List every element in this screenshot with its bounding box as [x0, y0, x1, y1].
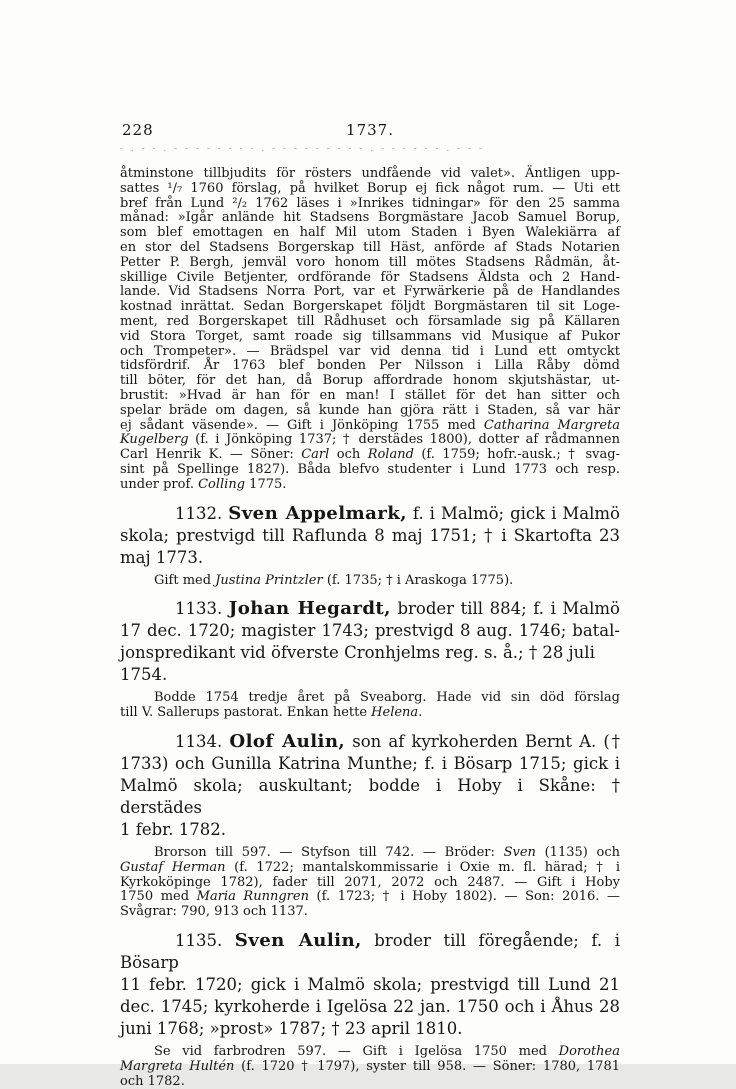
text-line: ej sådant väsende». — Gift i Jönköping 1755 med Catharina Margreta: [120, 419, 620, 434]
italic-name: Dorothea: [559, 1044, 620, 1059]
petit-paragraph-borup-continuation: [120, 167, 620, 493]
text-line: Petter P. Bergh, jemväl voro honom till mötes Stadsens Rådmän, åt-: [120, 256, 620, 271]
text-line: 11 febr. 1720; gick i Malmö skola; prestvigd till Lund 21: [120, 974, 620, 996]
italic-name: Carl: [301, 447, 329, 462]
text-line: skillige Civile Betjenter, ordförande för Stadsens Äldsta och 2 Hand-: [120, 271, 620, 286]
text-line: kostnad inrättat. Sedan Borgerskapet följdt Borgmästaren til sit Loge-: [120, 300, 620, 315]
text-line: Gustaf Herman (f. 1722; mantalskommissarie i Oxie m. fl. härad; † i: [120, 861, 620, 876]
text-line: 1135. Sven Aulin, broder till föregående; f. i Bösarp: [120, 930, 620, 974]
text-line: månad: »Igår anlände hit Stadsens Borgmästare Jacob Samuel Borup,: [120, 211, 620, 226]
italic-name: Justina Printzler: [215, 573, 323, 588]
text-line: sint på Spellinge 1827). Båda blefvo studenter i Lund 1773 och resp.: [120, 463, 620, 478]
entry-1132: [120, 503, 620, 569]
text-line: bref från Lund ²/₂ 1762 läses i »Inrikes tidningar» för den 25 samma: [120, 197, 620, 212]
text-line: 1 febr. 1782.: [120, 819, 620, 841]
text-line: åtminstone tillbjudits för rösters undfående vid valet». Äntligen upp-: [120, 167, 620, 182]
text-line: jonspredikant vid öfverste Cronhjelms reg. s. å.; † 28 juli 1754.: [120, 642, 620, 686]
text-line: 17 dec. 1720; magister 1743; prestvigd 8 aug. 1746; batal-: [120, 620, 620, 642]
page-text: [120, 167, 620, 1089]
entry-name: Sven Appelmark,: [228, 503, 407, 524]
text-line: och 1782.: [120, 1075, 620, 1089]
text-line: lande. Vid Stadsens Norra Port, var et Fyrwärkerie på de Handlandes: [120, 285, 620, 300]
text-line: vid Stora Torget, samt roade sig tillsammans vid Musique af Pukor: [120, 330, 620, 345]
ghost-bleedthrough-line: - . - - . - - - - - - - - . - - - - - - - - - . - - - - - - . - - -: [120, 144, 620, 154]
italic-name: Gustaf Herman: [120, 860, 226, 875]
page-number: 228: [122, 122, 154, 139]
text-line: Svågrar: 790, 913 och 1137.: [120, 905, 620, 920]
text-line: Malmö skola; auskultant; bodde i Hoby i Skåne: † derstädes: [120, 775, 620, 819]
text-line: till böter, för det han, då Borup affordrade honom skjutshästar, ut-: [120, 374, 620, 389]
text-line: Se vid farbrodren 597. — Gift i Igelösa 1750 med Dorothea: [120, 1045, 620, 1060]
text-line: 1132. Sven Appelmark, f. i Malmö; gick i Malmö: [120, 503, 620, 525]
year-header: 1737.: [346, 122, 394, 139]
entry-1134: [120, 731, 620, 841]
text-line: maj 1773.: [120, 547, 620, 569]
text-line: under prof. Colling 1775.: [120, 478, 620, 493]
text-line: ment, red Borgerskapet till Rådhuset och församlade sig på Källaren: [120, 315, 620, 330]
italic-name: Margreta Hultén: [120, 1059, 234, 1074]
italic-name: Kugelberg: [120, 432, 189, 447]
text-line: som blef emottagen en half Mil utom Staden i Byen Walekiärra af: [120, 226, 620, 241]
text-line: Carl Henrik K. — Söner: Carl och Roland (f. 1759; hofr.-ausk.; † svag-: [120, 448, 620, 463]
text-line: tidsfördrif. År 1763 blef bonden Per Nilsson i Lilla Råby dömd: [120, 359, 620, 374]
italic-name: Colling: [198, 477, 245, 492]
entry-name: Johan Hegardt,: [229, 598, 391, 619]
text-line: Kyrkoköpinge 1782), fader till 2071, 2072 och 2487. — Gift i Hoby: [120, 876, 620, 891]
note-1132: [120, 574, 620, 589]
page-header: [120, 122, 620, 139]
text-line: spelar bräde om dagen, så kunde han gjöra rätt i Staden, så var här: [120, 404, 620, 419]
text-line: och Trompeter». — Brädspel var vid denna tid i Lund ett omtyckt: [120, 345, 620, 360]
text-line: Kugelberg (f. i Jönköping 1737; † derstädes 1800), dotter af rådmannen: [120, 433, 620, 448]
text-line: Brorson till 597. — Styfson till 742. — Bröder: Sven (1135) och: [120, 846, 620, 861]
text-line: Gift med Justina Printzler (f. 1735; † i Araskoga 1775).: [120, 574, 620, 589]
text-line: juni 1768; »prost» 1787; † 23 april 1810.: [120, 1018, 620, 1040]
text-line: skola; prestvigd till Raflunda 8 maj 1751; † i Skartofta 23: [120, 525, 620, 547]
italic-name: Roland: [368, 447, 414, 462]
italic-name: Helena: [371, 705, 418, 720]
note-1135: [120, 1045, 620, 1089]
italic-name: Sven: [504, 845, 536, 860]
entry-name: Sven Aulin,: [235, 930, 362, 951]
text-line: till V. Sallerups pastorat. Enkan hette Helena.: [120, 706, 620, 721]
entry-name: Olof Aulin,: [229, 731, 345, 752]
note-1133: [120, 691, 620, 721]
note-1134: [120, 846, 620, 920]
text-line: 1134. Olof Aulin, son af kyrkoherden Bernt A. (†: [120, 731, 620, 753]
entry-1135: [120, 930, 620, 1040]
text-line: sattes ¹/₇ 1760 förslag, på hvilket Borup ej fick något rum. — Uti ett: [120, 182, 620, 197]
text-line: en stor del Stadsens Borgerskap till Häst, anförde af Stads Notarien: [120, 241, 620, 256]
text-line: Margreta Hultén (f. 1720 † 1797), syster till 958. — Söner: 1780, 1781: [120, 1060, 620, 1075]
text-line: 1750 med Maria Runngren (f. 1723; † i Hoby 1802). — Son: 2016. —: [120, 890, 620, 905]
text-line: brustit: »Hvad är han för en man! I stället för det han sitter och: [120, 389, 620, 404]
text-line: 1733) och Gunilla Katrina Munthe; f. i Bösarp 1715; gick i: [120, 753, 620, 775]
text-line: dec. 1745; kyrkoherde i Igelösa 22 jan. 1750 och i Åhus 28: [120, 996, 620, 1018]
text-line: Bodde 1754 tredje året på Sveaborg. Hade vid sin död förslag: [120, 691, 620, 706]
italic-name: Maria Runngren: [197, 889, 309, 904]
text-line: 1133. Johan Hegardt, broder till 884; f. i Malmö: [120, 598, 620, 620]
italic-name: Catharina Margreta: [484, 418, 620, 433]
entry-1133: [120, 598, 620, 686]
